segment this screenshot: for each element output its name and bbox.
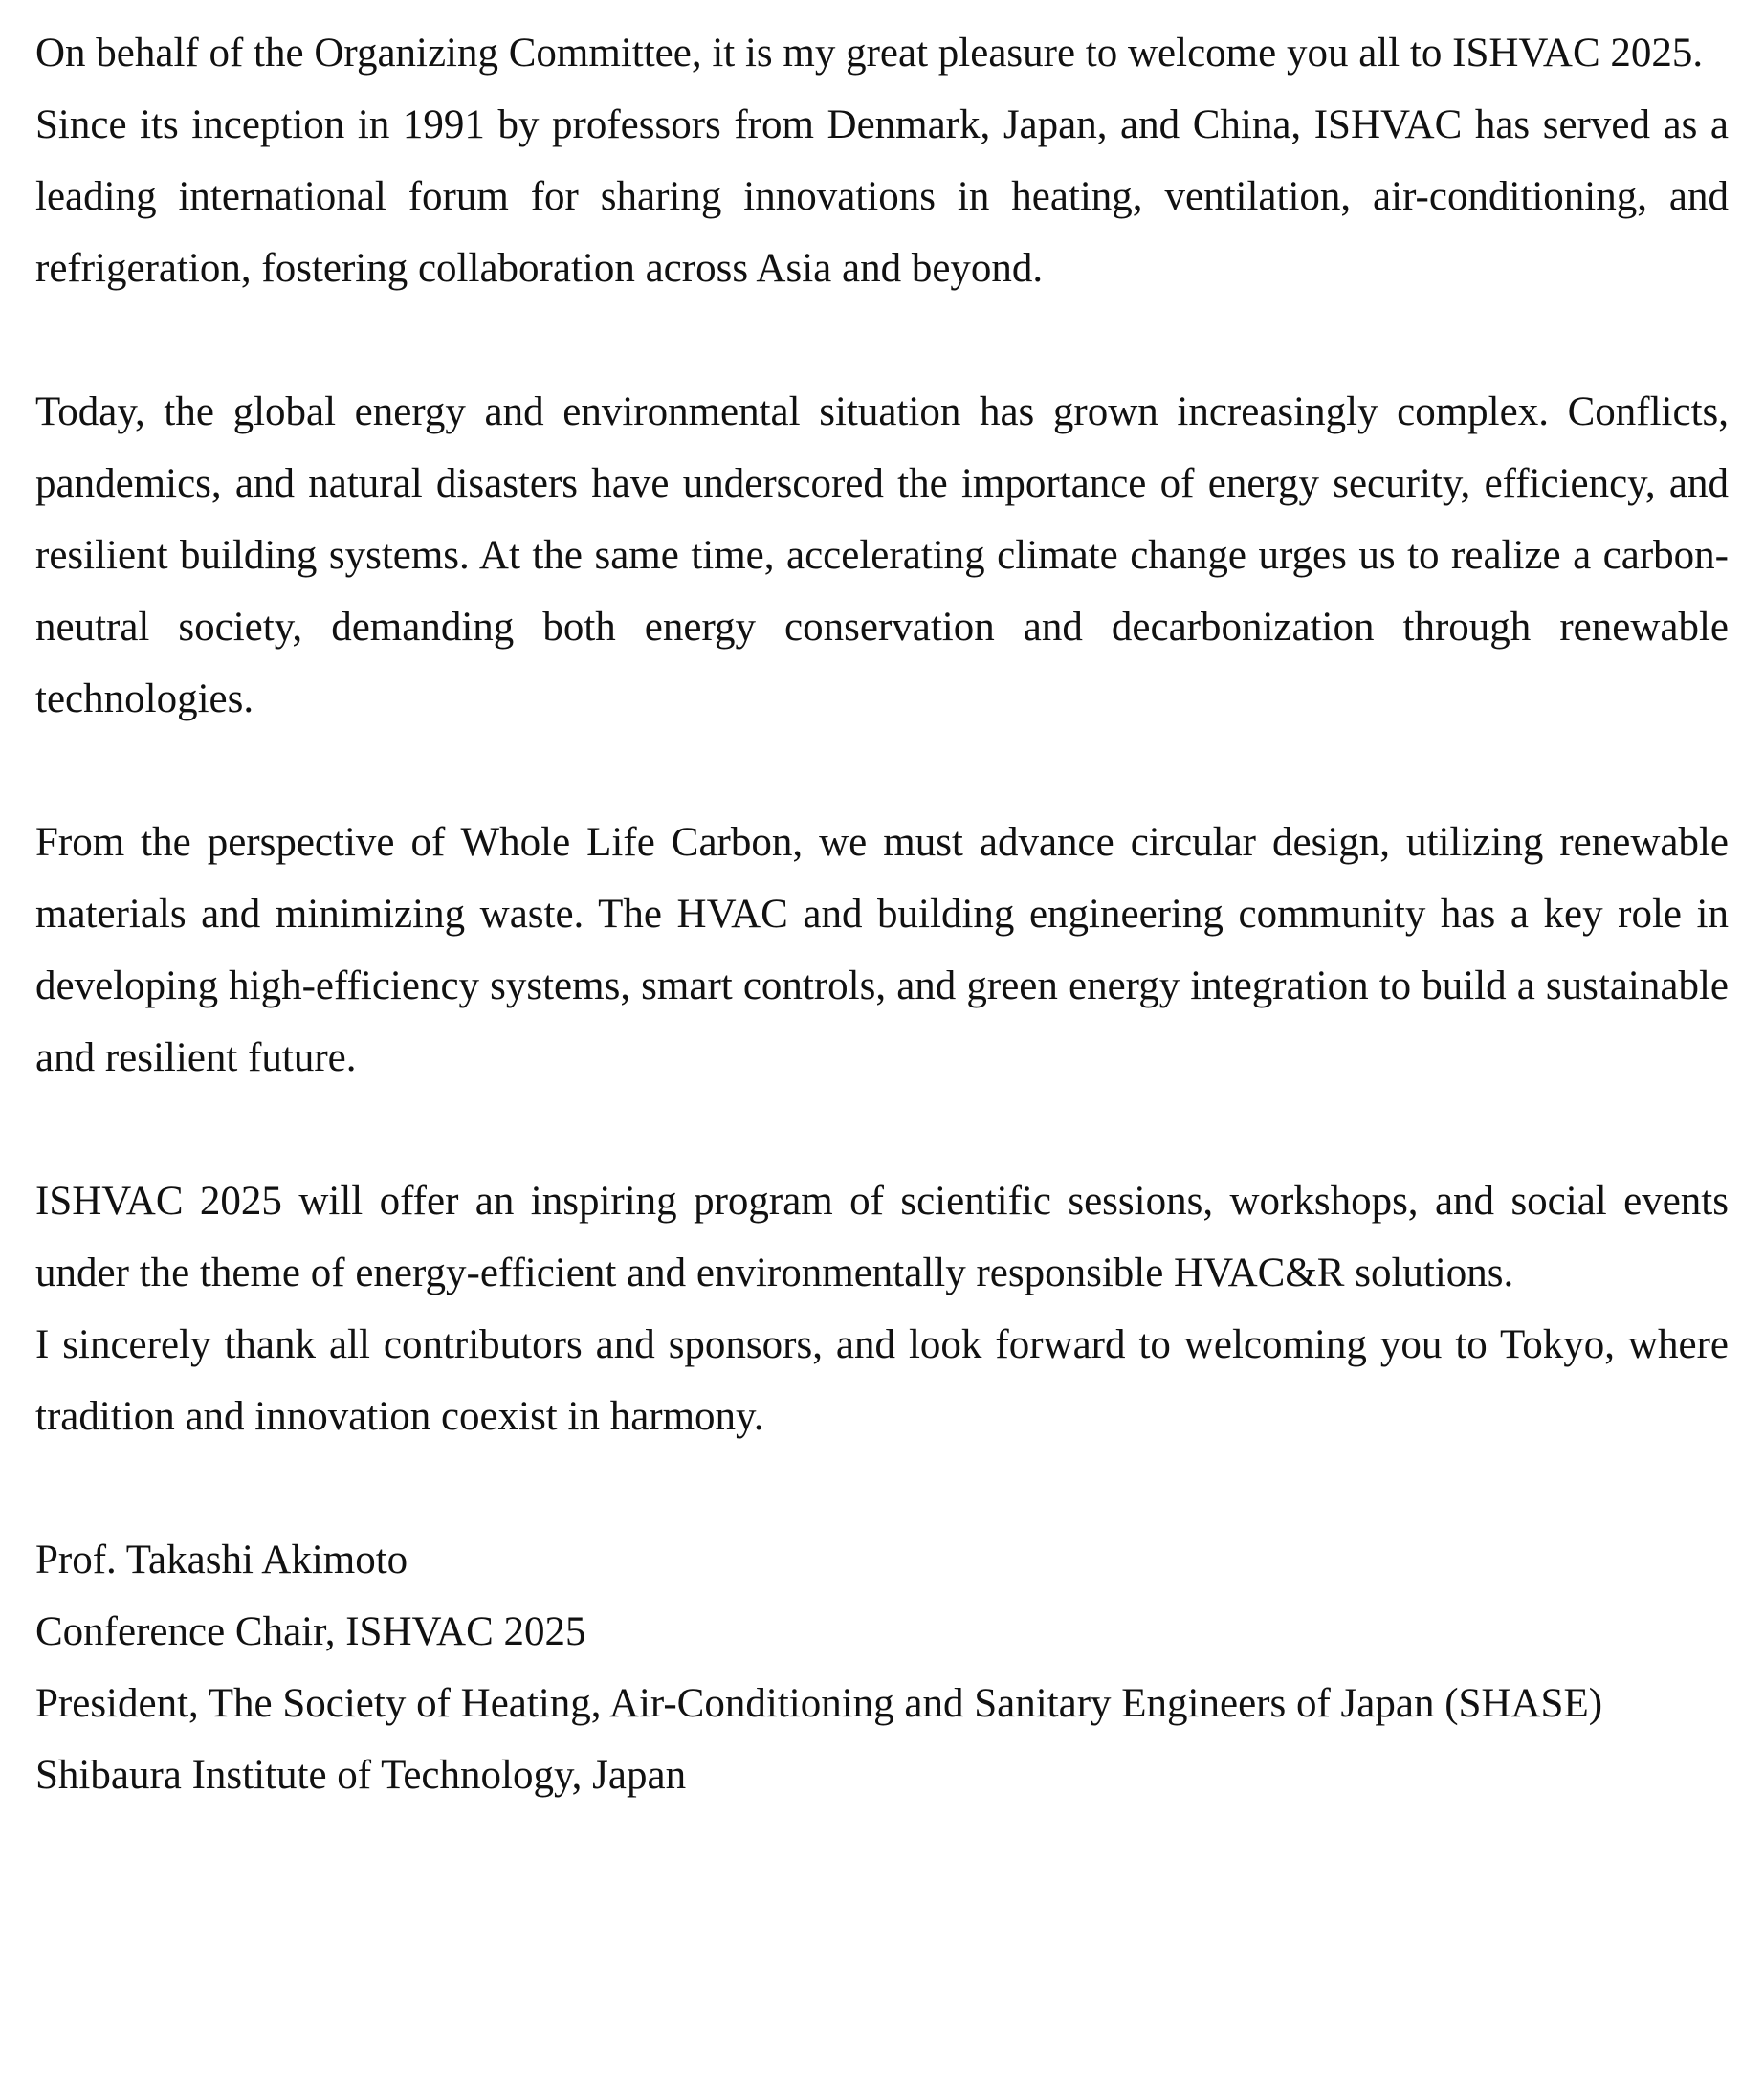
- signature-title: President, The Society of Heating, Air-Conditioning and Sanitary Engineers of Japan (SHASE): [35, 1681, 1603, 1726]
- signature-affiliation: Shibaura Institute of Technology, Japan: [35, 1753, 687, 1798]
- paragraph-thanks: I sincerely thank all contributors and sponsors, and look forward to welcoming you to Tokyo, where tradition and innovation coexist in harmony.: [35, 1322, 1729, 1439]
- signature-role: Conference Chair, ISHVAC 2025: [35, 1609, 586, 1654]
- paragraph-program: ISHVAC 2025 will offer an inspiring program of scientific sessions, workshops, and social events under the theme of energy-efficient and environmentally responsible HVAC&R solutions.: [35, 1179, 1729, 1295]
- paragraph-whole-life-carbon: From the perspective of Whole Life Carbon, we must advance circular design, utilizing renewable materials and minimizing waste. The HVAC and building engineering community has a key role in developing high-efficiency systems, smart controls, and green energy integration to build a sustainable and resilient future.: [35, 820, 1729, 1080]
- signature-name: Prof. Takashi Akimoto: [35, 1538, 408, 1583]
- paragraph-history: Since its inception in 1991 by professors from Denmark, Japan, and China, ISHVAC has served as a leading international forum for sharing innovations in heating, ventilation, air-conditioning, and refrigeration, fostering collaboration across Asia and beyond.: [35, 102, 1729, 291]
- paragraph-global-situation: Today, the global energy and environmental situation has grown increasingly complex. Conflicts, pandemics, and natural disasters have underscored the importance of energy security, efficiency, and resilient building systems. At the same time, accelerating climate change urges us to realize a carbon-neutral society, demanding both energy conservation and decarbonization through renewable technologies.: [35, 389, 1729, 721]
- paragraph-welcome: On behalf of the Organizing Committee, it is my great pleasure to welcome you all to ISHVAC 2025.: [35, 31, 1704, 76]
